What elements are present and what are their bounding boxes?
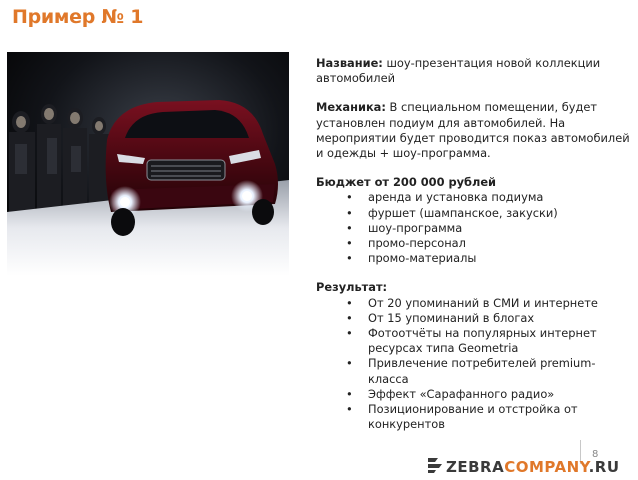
result-label: Результат: bbox=[316, 280, 388, 295]
list-item: • шоу-программа bbox=[346, 220, 463, 235]
car-show-photo bbox=[7, 52, 289, 276]
bullet-icon: • bbox=[346, 310, 353, 325]
name-value: шоу-презентация новой коллекции автомобилей bbox=[316, 56, 601, 86]
list-item: • Привлечение потребителей premium-класса bbox=[346, 356, 596, 386]
bullet-icon: • bbox=[346, 205, 353, 220]
zebracompany-logo bbox=[428, 454, 634, 476]
list-item: • аренда и установка подиума bbox=[346, 190, 544, 205]
details-column bbox=[316, 56, 634, 446]
budget-list bbox=[316, 190, 634, 266]
mechanics-label: Механика: bbox=[316, 100, 386, 115]
bullet-icon: • bbox=[346, 356, 353, 371]
name-label: Название: bbox=[316, 56, 383, 70]
list-item: • От 15 упоминаний в блогах bbox=[346, 310, 535, 325]
bullet-icon: • bbox=[346, 402, 353, 417]
list-item: • Фотоотчёты на популярных интернет ресурсах типа Geometria bbox=[346, 326, 597, 356]
bullet-icon: • bbox=[346, 190, 353, 205]
list-item: • Эффект «Сарафанного радио» bbox=[346, 386, 555, 401]
list-item: • промо-персонал bbox=[346, 236, 466, 251]
bullet-icon: • bbox=[346, 220, 353, 235]
bullet-icon: • bbox=[346, 251, 353, 266]
name-paragraph bbox=[316, 56, 634, 86]
bullet-icon: • bbox=[346, 295, 353, 310]
list-item: • промо-материалы bbox=[346, 251, 477, 266]
mechanics-value: В специальном помещении, будет установлен подиум для автомобилей. На мероприятии будет проводится показ автомобилей и одежды + шоу-программа. bbox=[316, 100, 630, 161]
mechanics-paragraph bbox=[316, 100, 634, 161]
result-list bbox=[316, 296, 634, 433]
result-section bbox=[316, 280, 634, 432]
page-number: 8 bbox=[592, 449, 599, 460]
slide-title: Пример № 1 bbox=[12, 6, 144, 28]
list-item: • От 20 упоминаний в СМИ и интернете bbox=[346, 295, 598, 310]
zebra-stripes-icon bbox=[428, 458, 442, 473]
budget-label: Бюджет от 200 000 рублей bbox=[316, 175, 497, 190]
bullet-icon: • bbox=[346, 236, 353, 251]
logo-text: ZEBRACOMPANY.RU bbox=[446, 458, 620, 476]
bullet-icon: • bbox=[346, 386, 353, 401]
budget-section bbox=[316, 175, 634, 266]
bullet-icon: • bbox=[346, 326, 353, 341]
list-item: • фуршет (шампанское, закуски) bbox=[346, 205, 558, 220]
list-item: • Позиционирование и отстройка от конкурентов bbox=[346, 402, 578, 432]
